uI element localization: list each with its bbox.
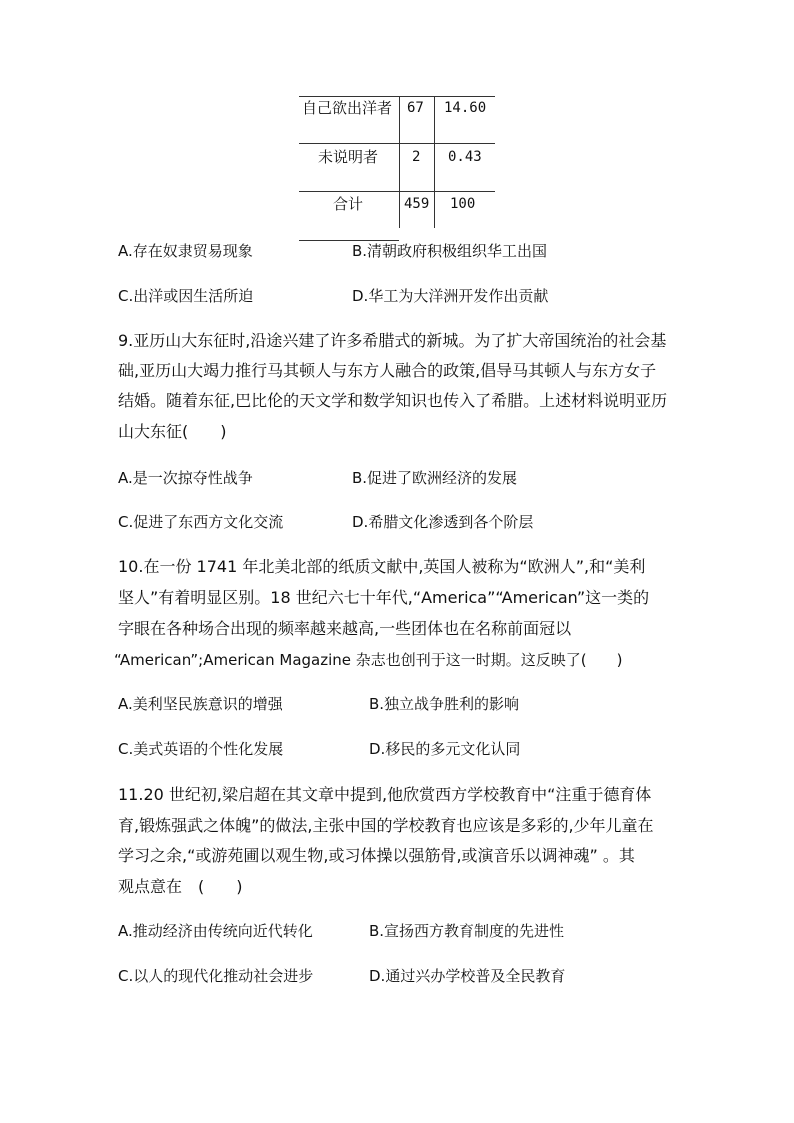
table-row-divider [299, 191, 495, 192]
q9-stem-line: 结婚。随着东征,巴比伦的天文学和数学知识也传入了希腊。上述材料说明亚历 [118, 391, 668, 410]
q11-stem-line: 学习之余,“或游苑圃以观生物,或习体操以强筋骨,或演音乐以调神魂” 。其 [118, 846, 635, 865]
q9-option-b: B.促进了欧洲经济的发展 [352, 469, 518, 487]
q9-stem-line: 山大东征( ) [118, 422, 227, 441]
q10-option-a: A.美利坚民族意识的增强 [118, 695, 283, 713]
q8-option-b: B.清朝政府积极组织华工出国 [352, 242, 548, 260]
q10-option-d: D.移民的多元文化认同 [369, 740, 521, 758]
q8-option-d: D.华工为大洋洲开发作出贡献 [352, 287, 549, 305]
q10-stem-line: 10.在一份 1741 年北美北部的纸质文献中,英国人被称为“欧洲人”,和“美利 [118, 557, 646, 576]
q10-option-b: B.独立战争胜利的影响 [369, 695, 520, 713]
q11-stem-line: 观点意在 ( ) [118, 877, 243, 896]
table-cell-count: 2 [412, 149, 421, 165]
q8-option-a: A.存在奴隶贸易现象 [118, 242, 253, 260]
q9-stem-line: 9.亚历山大东征时,沿途兴建了许多希腊式的新城。为了扩大帝国统治的社会基 [118, 331, 667, 350]
table-row-divider [299, 143, 495, 144]
table-cell-count: 459 [404, 196, 430, 212]
q11-option-d: D.通过兴办学校普及全民教育 [369, 967, 566, 985]
q10-option-c: C.美式英语的个性化发展 [118, 740, 284, 758]
q11-option-b: B.宣扬西方教育制度的先进性 [369, 922, 565, 940]
table-cell-percent: 0.43 [448, 149, 482, 165]
table-cell-label: 自己欲出洋者 [302, 99, 393, 117]
table-cell-percent: 14.60 [444, 100, 487, 116]
q9-option-c: C.促进了东西方文化交流 [118, 513, 284, 531]
q9-stem-line: 础,亚历山大竭力推行马其顿人与东方人融合的政策,倡导马其顿人与东方女子 [118, 361, 657, 380]
table-cell-count: 67 [407, 100, 424, 116]
q9-option-a: A.是一次掠夺性战争 [118, 469, 253, 487]
q11-stem-line: 11.20 世纪初,梁启超在其文章中提到,他欣赏西方学校教育中“注重于德育体 [118, 785, 652, 804]
table-cell-label: 未说明者 [318, 148, 379, 166]
table-column-divider [399, 96, 400, 228]
q10-stem-line: 坚人”有着明显区别。18 世纪六七十年代,“America”“American”这一类的 [118, 588, 650, 607]
table-row-divider [299, 96, 495, 97]
q10-stem-line: “American”;American Magazine 杂志也创刊于这一时期。这反映了( ) [114, 651, 623, 669]
table-cell-percent: 100 [450, 196, 476, 212]
q11-option-c: C.以人的现代化推动社会进步 [118, 967, 314, 985]
q10-stem-line: 字眼在各种场合出现的频率越来越高,一些团体也在名称前面冠以 [118, 619, 572, 638]
table-cell-label: 合计 [333, 195, 364, 213]
table-column-divider [434, 96, 435, 228]
statistics-table [299, 84, 495, 240]
q8-option-c: C.出洋或因生活所迫 [118, 287, 254, 305]
q9-option-d: D.希腊文化渗透到各个阶层 [352, 513, 534, 531]
q11-option-a: A.推动经济由传统向近代转化 [118, 922, 313, 940]
q11-stem-line: 育,锻炼强武之体魄”的做法,主张中国的学校教育也应该是多彩的,少年儿童在 [118, 816, 654, 835]
